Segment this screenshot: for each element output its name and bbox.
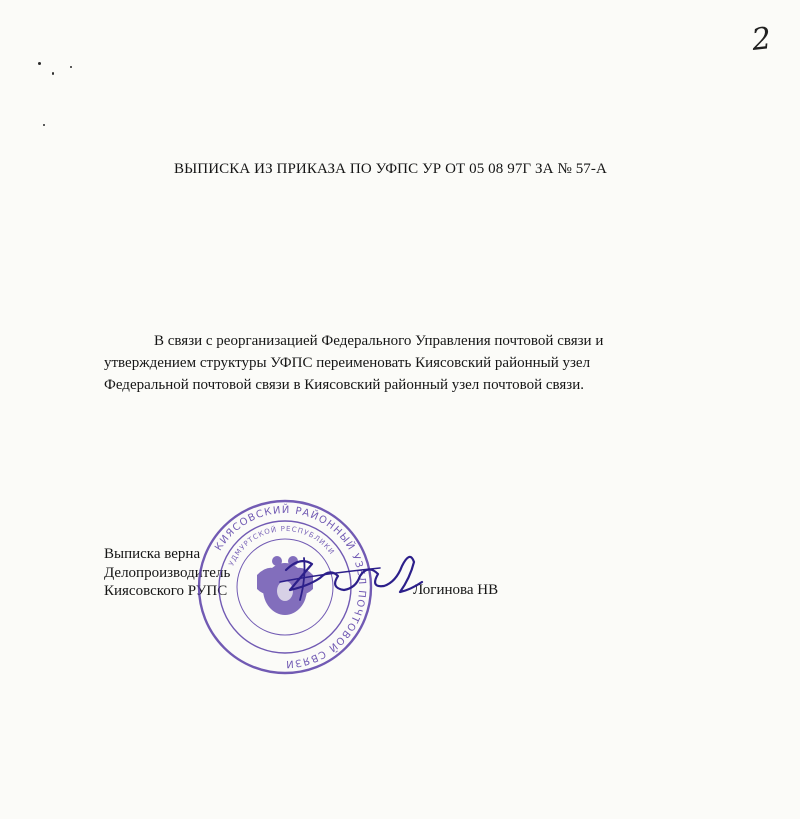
body-line: Федеральной почтовой связи в Киясовский районный узел почтовой связи.	[104, 377, 584, 393]
handwritten-signature	[260, 538, 430, 618]
body-line: утверждением структуры УФПС переименовать Киясовский районный узел	[104, 355, 591, 371]
stamp-inner-text: УДМУРТСКОЙ РЕСПУБЛИКИ	[227, 524, 337, 568]
certified-copy-label: Выписка верна	[104, 546, 201, 562]
scan-speck	[70, 66, 72, 68]
page-number: 2	[750, 21, 773, 58]
scan-speck	[38, 62, 41, 65]
stamp-outer-text: КИЯСОВСКИЙ РАЙОННЫЙ УЗЕЛ ПОЧТОВОЙ СВЯЗИ	[213, 504, 368, 670]
order-body	[104, 330, 694, 396]
body-line: В связи с реорганизацией Федерального Управления почтовой связи и	[154, 333, 604, 349]
scan-speck	[52, 72, 54, 75]
scan-speck	[43, 124, 45, 126]
signatory-name: Логинова НВ	[413, 582, 499, 598]
clerk-title: Делопроизводитель	[104, 564, 231, 581]
office-name: Киясовского РУПС	[104, 583, 228, 599]
document-title: ВЫПИСКА ИЗ ПРИКАЗА ПО УФПС УР ОТ 05 08 97Г ЗА № 57-А	[174, 161, 607, 177]
